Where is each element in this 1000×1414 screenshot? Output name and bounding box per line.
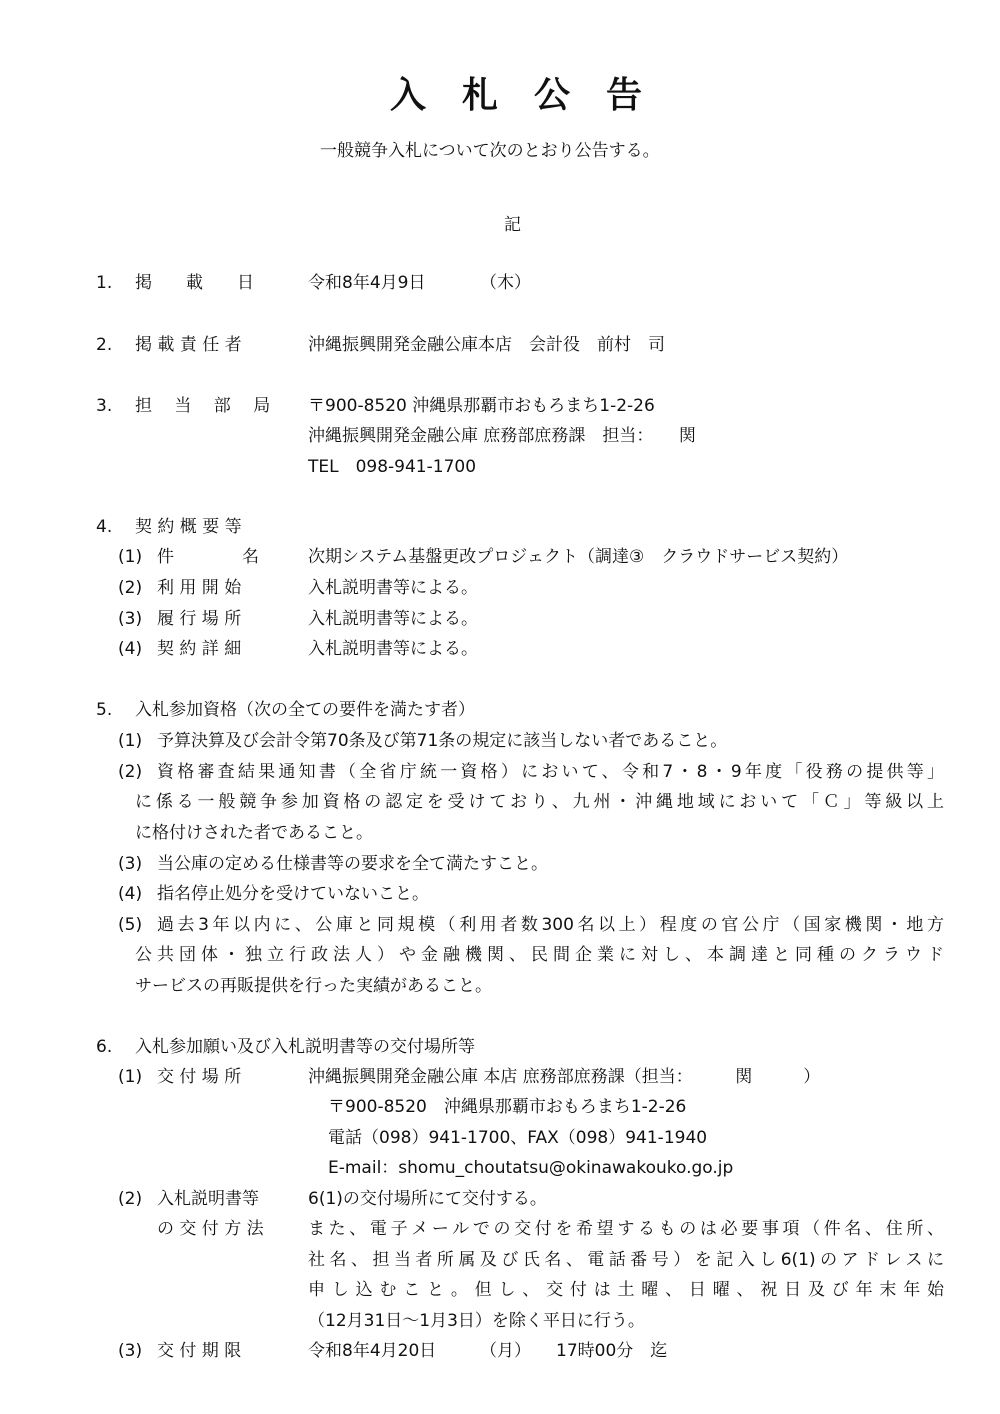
s5-item-number: (1) [118, 731, 143, 751]
s6-item-number: (3) [118, 1341, 143, 1361]
s2-label: 掲 載 責 任 者 [135, 335, 242, 355]
s1-day: （木） [480, 273, 531, 293]
s6-method-text: 社名、担当者所属及び氏名、電話番号）を記入し6(1)のアドレスに [308, 1250, 944, 1270]
s5-item-text: に係る一般競争参加資格の認定を受けており、九州・沖縄地域において「Ｃ」等級以上 [135, 792, 944, 812]
s5-heading: 入札参加資格（次の全ての要件を満たす者） [135, 700, 475, 720]
s6-heading: 入札参加願い及び入札説明書等の交付場所等 [135, 1037, 475, 1057]
s6-number: 6. [96, 1037, 113, 1057]
s6-item-label: の 交 付 方 法 [157, 1219, 264, 1239]
s3-address: 〒900-8520 沖縄県那覇市おもろまち1-2-26 [308, 396, 655, 416]
s6-item-label: 交 付 期 限 [157, 1341, 242, 1361]
s3-department: 沖縄振興開発金融公庫 庶務部庶務課 担当： 関 [308, 426, 696, 446]
s4-item-value: 入札説明書等による。 [308, 639, 478, 659]
s6-deadline-day: （月） [480, 1341, 531, 1361]
s6-method-text: また、電子メールでの交付を希望するものは必要事項（件名、住所、 [308, 1219, 944, 1239]
s4-item-number: (4) [118, 639, 143, 659]
s6-item-number: (2) [118, 1189, 143, 1209]
s5-item-text: 公共団体・独立行政法人）や金融機関、民間企業に対し、本調達と同種のクラウド [135, 945, 944, 965]
s5-item-number: (3) [118, 854, 143, 874]
s5-item-number: (2) [118, 762, 143, 782]
s4-item-value: 入札説明書等による。 [308, 578, 478, 598]
s6-method-text: 6(1)の交付場所にて交付する。 [308, 1189, 547, 1209]
s4-item-number: (1) [118, 547, 143, 567]
s4-number: 4. [96, 517, 113, 537]
s6-email: E-mail：shomu_choutatsu@okinawakouko.go.jp [328, 1158, 734, 1178]
s4-item-number: (3) [118, 609, 143, 629]
s4-heading: 契 約 概 要 等 [135, 517, 242, 537]
s4-item-label: 件 名 [157, 547, 259, 567]
s4-item-label: 利 用 開 始 [157, 578, 242, 598]
s2-number: 2. [96, 335, 113, 355]
s2-value: 沖縄振興開発金融公庫本店 会計役 前村 司 [308, 335, 665, 355]
s5-item-text: 予算決算及び会計令第70条及び第71条の規定に該当しない者であること。 [157, 731, 728, 751]
s6-item-number: (1) [118, 1067, 143, 1087]
s5-item-text: に格付けされた者であること。 [135, 823, 373, 843]
s5-item-number: (4) [118, 884, 143, 904]
s6-method-text: （12月31日～1月3日）を除く平日に行う。 [308, 1311, 645, 1331]
s4-item-label: 履 行 場 所 [157, 609, 242, 629]
s3-label: 担 当 部 局 [135, 396, 271, 416]
s3-tel: TEL 098-941-1700 [308, 457, 477, 477]
s6-phone-fax: 電話（098）941-1700、FAX（098）941-1940 [328, 1128, 708, 1148]
s6-address: 〒900-8520 沖縄県那覇市おもろまち1-2-26 [328, 1097, 687, 1117]
s4-item-number: (2) [118, 578, 143, 598]
s6-item-label: 交 付 場 所 [157, 1067, 242, 1087]
s6-item-label: 入札説明書等 [157, 1189, 259, 1209]
s1-number: 1. [96, 273, 113, 293]
lead-text: 一般競争入札について次のとおり公告する。 [320, 141, 660, 161]
s6-office: 沖縄振興開発金融公庫 本店 庶務部庶務課（担当： 関 ） [308, 1067, 821, 1087]
s3-number: 3. [96, 396, 113, 416]
s6-deadline-date: 令和8年4月20日 [308, 1341, 437, 1361]
s5-item-text: 資格審査結果通知書（全省庁統一資格）において、令和7・8・9年度「役務の提供等」 [157, 762, 944, 782]
s1-label: 掲 載 日 [135, 273, 254, 293]
s5-item-text: サービスの再販提供を行った実績があること。 [135, 976, 492, 996]
s5-item-text: 当公庫の定める仕様書等の要求を全て満たすこと。 [157, 854, 548, 874]
ki-heading: 記 [504, 215, 521, 235]
s4-item-value: 次期システム基盤更改プロジェクト（調達③ クラウドサービス契約） [308, 547, 849, 567]
s4-item-value: 入札説明書等による。 [308, 609, 478, 629]
s5-item-number: (5) [118, 915, 143, 935]
s5-item-text: 指名停止処分を受けていないこと。 [157, 884, 429, 904]
s4-item-label: 契 約 詳 細 [157, 639, 242, 659]
s5-item-text: 過去3年以内に、公庫と同規模（利用者数300名以上）程度の官公庁（国家機関・地方 [157, 915, 944, 935]
s5-number: 5. [96, 700, 113, 720]
s6-method-text: 申し込むこと。但し、交付は土曜、日曜、祝日及び年末年始 [308, 1280, 944, 1300]
s1-date: 令和8年4月9日 [308, 273, 426, 293]
page-title: 入 札 公 告 [390, 75, 643, 116]
s6-deadline-time: 17時00分 迄 [556, 1341, 668, 1361]
